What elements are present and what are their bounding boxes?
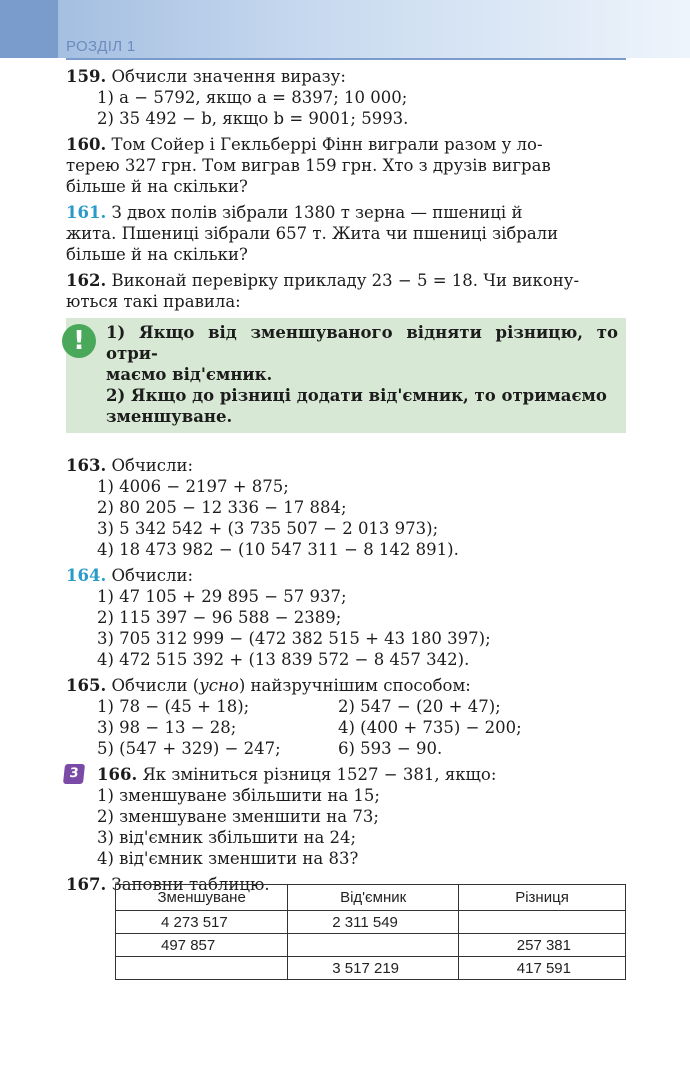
column-header: Різниця: [459, 885, 626, 911]
column-header: Від'ємник: [288, 885, 459, 911]
task-164: [66, 565, 626, 670]
table-cell: 4 273 517: [116, 911, 288, 934]
task-text: Виконай перевірку прикладу 23 − 5 = 18. Чи викону-: [111, 271, 580, 290]
note-line: 2) Якщо до різниці додати від'ємник, то отримаємо: [106, 386, 607, 405]
table-cell: 3 517 219: [288, 957, 459, 980]
page-content: [66, 66, 626, 900]
task-line: терею 327 грн. Том виграв 159 грн. Хто з друзів виграв: [66, 156, 551, 175]
table-header-row: [116, 885, 626, 911]
task-161: [66, 202, 626, 265]
task-line: більше й на скільки?: [66, 177, 248, 196]
task-line: 4) (400 + 735) − 200;: [338, 718, 522, 737]
task-159: [66, 66, 626, 129]
task-number: 165.: [66, 676, 107, 695]
table-row: [116, 957, 626, 980]
task-line: 2) 115 397 − 96 588 − 2389;: [97, 608, 342, 627]
task-line: 2) 35 492 − b, якщо b = 9001; 5993.: [97, 109, 409, 128]
task-line: 4) 472 515 392 + (13 839 572 − 8 457 342).: [97, 650, 470, 669]
task-number: 159.: [66, 67, 107, 86]
task-line-pair: [66, 696, 626, 717]
column-header: Зменшуване: [116, 885, 288, 911]
task-line: 1) 78 − (45 + 18);: [97, 697, 250, 716]
table-cell: [288, 934, 459, 957]
task-line: жита. Пшениці зібрали 657 т. Жита чи пшениці зібрали: [66, 224, 559, 243]
task-text: Заповни таблицю.: [111, 875, 270, 894]
header-rule: [66, 58, 626, 60]
task-number: 161.: [66, 203, 107, 222]
task-text-emphasis: усно: [199, 676, 239, 695]
task-text: Обчисли:: [111, 566, 194, 585]
task-163: [66, 455, 626, 560]
task-line: 1) 4006 − 2197 + 875;: [97, 477, 289, 496]
table-row: [116, 934, 626, 957]
task-166: [66, 764, 626, 869]
task-line: ються такі правила:: [66, 292, 241, 311]
task-line: 6) 593 − 90.: [338, 739, 443, 758]
task-number: 167.: [66, 875, 107, 894]
difficulty-level-badge: 3: [63, 764, 85, 784]
page-corner-tab: [0, 0, 58, 58]
table-cell: [116, 957, 288, 980]
task-number: 163.: [66, 456, 107, 475]
task-line: 4) від'ємник зменшити на 83?: [97, 849, 359, 868]
note-line: маємо від'ємник.: [106, 365, 273, 384]
task-text: Як зміниться різниця 1527 − 381, якщо:: [142, 765, 497, 784]
table-cell: 497 857: [116, 934, 288, 957]
subtraction-table: [115, 884, 626, 980]
task-text: Обчисли значення виразу:: [111, 67, 346, 86]
table-cell: 417 591: [459, 957, 626, 980]
task-line-pair: [66, 717, 626, 738]
task-text: Обчисли:: [111, 456, 194, 475]
table-row: [116, 911, 626, 934]
task-number: 164.: [66, 566, 107, 585]
task-160: [66, 134, 626, 197]
section-label: РОЗДІЛ 1: [66, 38, 136, 55]
table-cell: 257 381: [459, 934, 626, 957]
note-line: 1) Якщо від зменшуваного відняти різницю, то отри-: [106, 323, 618, 363]
task-line: 5) (547 + 329) − 247;: [97, 739, 281, 758]
task-162: [66, 270, 626, 312]
task-line: 3) 5 342 542 + (3 735 507 − 2 013 973);: [97, 519, 439, 538]
task-text: Том Сойер і Гекльберрі Фінн виграли разом у ло-: [111, 135, 543, 154]
task-line: 3) від'ємник збільшити на 24;: [97, 828, 357, 847]
task-line: 1) 47 105 + 29 895 − 57 937;: [97, 587, 347, 606]
task-line: 3) 705 312 999 − (472 382 515 + 43 180 397);: [97, 629, 491, 648]
table-cell: [459, 911, 626, 934]
task-text: Обчисли (: [111, 676, 200, 695]
table-cell: 2 311 549: [288, 911, 459, 934]
task-line-pair: [66, 738, 626, 759]
exclamation-icon: !: [62, 324, 96, 358]
task-line: більше й на скільки?: [66, 245, 248, 264]
task-line: 2) 80 205 − 12 336 − 17 884;: [97, 498, 347, 517]
task-text: З двох полів зібрали 1380 т зерна — пшениці й: [111, 203, 523, 222]
task-line: 2) 547 − (20 + 47);: [338, 697, 501, 716]
task-number: 162.: [66, 271, 107, 290]
task-number: 166.: [97, 765, 138, 784]
rule-note-box: [66, 318, 626, 433]
task-text: ) найзручнішим способом:: [238, 676, 471, 695]
task-line: 4) 18 473 982 − (10 547 311 − 8 142 891).: [97, 540, 459, 559]
note-line: зменшуване.: [106, 407, 233, 426]
task-line: 1) a − 5792, якщо a = 8397; 10 000;: [97, 88, 408, 107]
task-line: 3) 98 − 13 − 28;: [97, 718, 237, 737]
task-line: 1) зменшуване збільшити на 15;: [97, 786, 380, 805]
task-line: 2) зменшуване зменшити на 73;: [97, 807, 379, 826]
task-number: 160.: [66, 135, 107, 154]
task-165: [66, 675, 626, 759]
